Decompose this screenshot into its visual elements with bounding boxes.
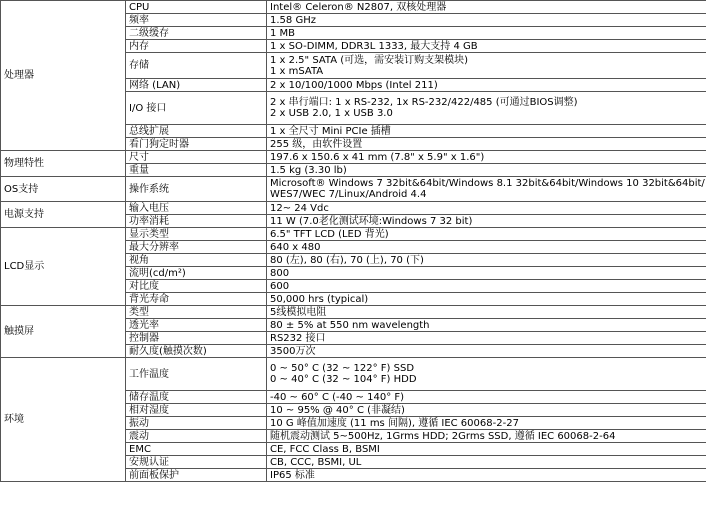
spec-value: CE, FCC Class B, BSMI: [267, 443, 706, 456]
spec-value: [267, 177, 706, 202]
spec-key: 最大分辨率: [126, 241, 267, 254]
table-row: [1, 1, 706, 14]
spec-value: 1.5 kg (3.30 lb): [267, 164, 706, 177]
spec-key: 工作温度: [126, 358, 267, 391]
value-line: 0 ~ 50° C (32 ~ 122° F) SSD: [270, 363, 415, 374]
spec-value: 197.6 x 150.6 x 41 mm (7.8" x 5.9" x 1.6"): [267, 151, 706, 164]
spec-key: 振动: [126, 417, 267, 430]
category-cell: 触摸屏: [1, 306, 126, 358]
spec-key: 操作系统: [126, 177, 267, 202]
spec-value: 80 (左), 80 (右), 70 (上), 70 (下): [267, 254, 706, 267]
spec-key: CPU: [126, 1, 267, 14]
value-line: 1 x 2.5" SATA (可选，需安装订购支架模块): [270, 54, 469, 66]
spec-value: 10 ~ 95% @ 40° C (非凝结): [267, 404, 706, 417]
spec-key: 安规认证: [126, 456, 267, 469]
spec-key: 存储: [126, 53, 267, 79]
spec-key: 频率: [126, 14, 267, 27]
spec-value: Intel® Celeron® N2807, 双核处理器: [267, 1, 706, 14]
spec-key: 看门狗定时器: [126, 138, 267, 151]
value-line: 0 ~ 40° C (32 ~ 104° F) HDD: [270, 374, 417, 385]
value-line: Microsoft® Windows 7 32bit&64bit/Windows 8.1 32bit&64bit/Windows 10 32bit&64bit/: [270, 178, 705, 189]
category-cell: 处理器: [1, 1, 126, 151]
value-line: 2 x 串行端口: 1 x RS-232, 1x RS-232/422/485 (可通过BIOS调整): [270, 97, 578, 108]
spec-value: CB, CCC, BSMI, UL: [267, 456, 706, 469]
value-line: WES7/WEC 7/Linux/Android 4.4: [270, 189, 427, 200]
spec-key: 控制器: [126, 332, 267, 345]
spec-value: 800: [267, 267, 706, 280]
spec-value: 1.58 GHz: [267, 14, 706, 27]
spec-key: 内存: [126, 40, 267, 53]
spec-key: I/O 接口: [126, 92, 267, 125]
value-line: 2 x USB 2.0, 1 x USB 3.0: [270, 108, 393, 119]
spec-value: 5线模拟电阻: [267, 306, 706, 319]
spec-key: 总线扩展: [126, 125, 267, 138]
spec-key: 尺寸: [126, 151, 267, 164]
category-cell: OS支持: [1, 177, 126, 202]
spec-key: 储存温度: [126, 391, 267, 404]
spec-value: 3500万次: [267, 345, 706, 358]
table-row: [1, 202, 706, 215]
spec-key: 输入电压: [126, 202, 267, 215]
spec-value: 1 x 全尺寸 Mini PCIe 插槽: [267, 125, 706, 138]
spec-value: 255 级，由软件设置: [267, 138, 706, 151]
spec-key: 背光寿命: [126, 293, 267, 306]
spec-value: 6.5" TFT LCD (LED 背光): [267, 228, 706, 241]
table-row: [1, 358, 706, 391]
spec-key: EMC: [126, 443, 267, 456]
spec-key: 流明(cd/m²): [126, 267, 267, 280]
spec-key: 耐久度(触摸次数): [126, 345, 267, 358]
spec-value: 2 x 10/100/1000 Mbps (Intel 211): [267, 79, 706, 92]
spec-value: 600: [267, 280, 706, 293]
spec-key: 功率消耗: [126, 215, 267, 228]
spec-value: 640 x 480: [267, 241, 706, 254]
spec-value: [267, 53, 706, 79]
spec-value: -40 ~ 60° C (-40 ~ 140° F): [267, 391, 706, 404]
spec-value: RS232 接口: [267, 332, 706, 345]
spec-value: 随机震动测试 5~500Hz, 1Grms HDD; 2Grms SSD, 遵循 IEC 60068-2-64: [267, 430, 706, 443]
table-row: [1, 228, 706, 241]
category-cell: 物理特性: [1, 151, 126, 177]
spec-value: 12~ 24 Vdc: [267, 202, 706, 215]
spec-key: 显示类型: [126, 228, 267, 241]
spec-key: 网络 (LAN): [126, 79, 267, 92]
spec-key: 类型: [126, 306, 267, 319]
spec-value: 10 G 峰值加速度 (11 ms 间隔), 遵循 IEC 60068-2-27: [267, 417, 706, 430]
spec-key: 透光率: [126, 319, 267, 332]
spec-value: 80 ± 5% at 550 nm wavelength: [267, 319, 706, 332]
spec-value: [267, 92, 706, 125]
table-row: [1, 177, 706, 202]
spec-key: 相对湿度: [126, 404, 267, 417]
category-cell: 环境: [1, 358, 126, 482]
spec-value: IP65 标准: [267, 469, 706, 482]
spec-value: 50,000 hrs (typical): [267, 293, 706, 306]
category-cell: 电源支持: [1, 202, 126, 228]
spec-value: 1 x SO-DIMM, DDR3L 1333, 最大支持 4 GB: [267, 40, 706, 53]
spec-value: 11 W (7.0老化测试环境:Windows 7 32 bit): [267, 215, 706, 228]
spec-key: 二级缓存: [126, 27, 267, 40]
value-line: 1 x mSATA: [270, 65, 324, 77]
spec-key: 对比度: [126, 280, 267, 293]
spec-key: 前面板保护: [126, 469, 267, 482]
spec-key: 震动: [126, 430, 267, 443]
spec-value: 1 MB: [267, 27, 706, 40]
category-cell: LCD显示: [1, 228, 126, 306]
table-row: [1, 151, 706, 164]
spec-key: 重量: [126, 164, 267, 177]
spec-value: [267, 358, 706, 391]
table-row: [1, 306, 706, 319]
spec-key: 视角: [126, 254, 267, 267]
